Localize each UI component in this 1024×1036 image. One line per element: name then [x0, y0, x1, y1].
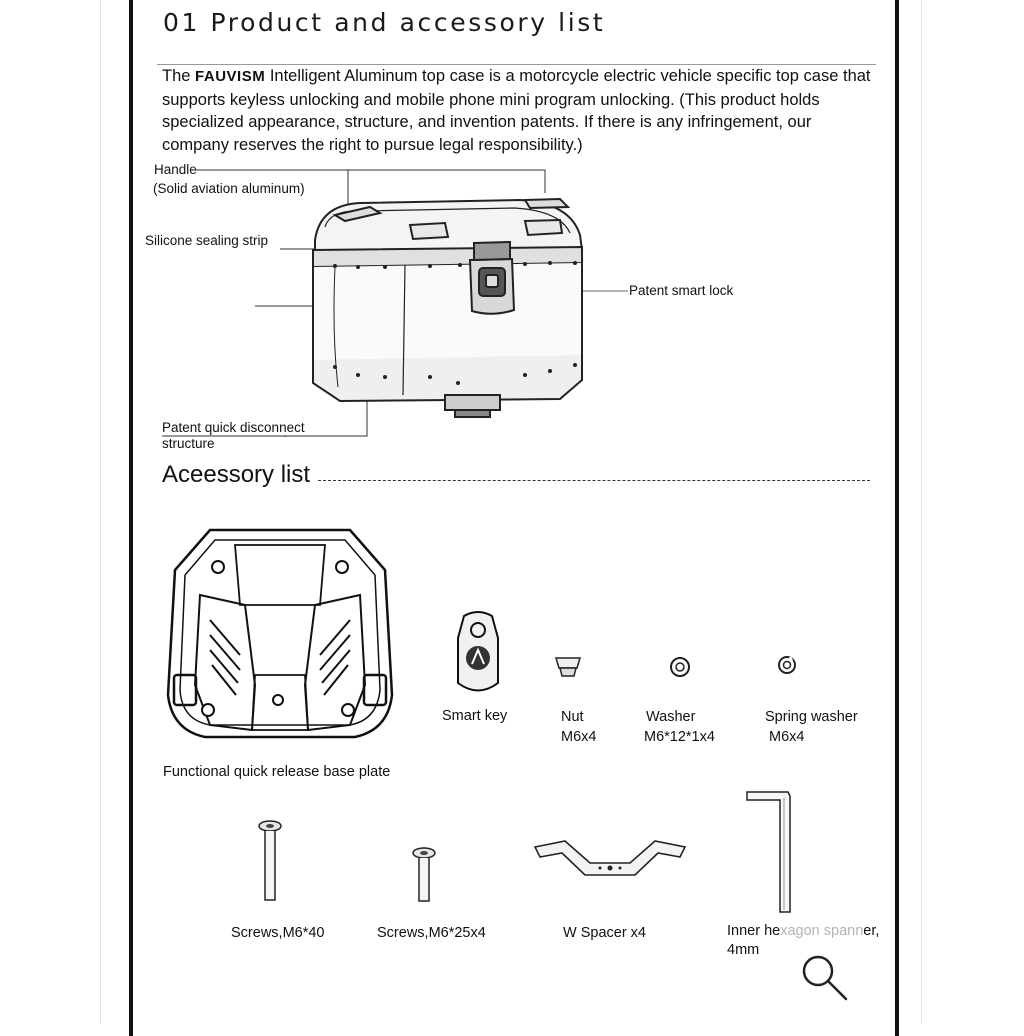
- spring-washer-illustration: [776, 654, 798, 676]
- washer-spec: M6*12*1x4: [644, 729, 715, 745]
- spring-washer-caption: Spring washer: [765, 709, 858, 725]
- nut-spec: M6x4: [561, 729, 597, 745]
- nut-illustration: [553, 654, 583, 680]
- spanner-text-faded: xagon spann: [780, 923, 864, 939]
- washer-illustration: [668, 655, 692, 679]
- top-case-illustration: [130, 155, 890, 455]
- hex-spanner-caption: [727, 922, 879, 941]
- callout-handle-material: (Solid aviation aluminum): [153, 181, 305, 196]
- base-plate-caption: Functional quick release base plate: [163, 764, 391, 780]
- intro-text: Intelligent Aluminum top case is a motorcycle electric vehicle specific top case that supports keyless unlocking and mobile phone mini program unlocking. (This product holds specialized appearance, structure, and invention patents. If there is any infringement, our company reserves the right to pursue legal responsibility.): [162, 67, 871, 154]
- magnifier-icon[interactable]: [797, 950, 851, 1004]
- washer-caption: Washer: [646, 709, 696, 725]
- spanner-text-b: er,: [863, 923, 880, 939]
- spanner-text-a: Inner he: [727, 923, 781, 939]
- viewer-right-edge: [921, 0, 922, 1024]
- intro-prefix: The: [162, 67, 191, 85]
- accessory-list-heading: Aceessory list: [162, 461, 311, 488]
- w-spacer-illustration: [530, 835, 690, 880]
- w-spacer-caption: W Spacer x4: [563, 925, 646, 941]
- callout-quick-disconnect-2: structure: [162, 436, 215, 451]
- callout-sealing-strip: Silicone sealing strip: [145, 233, 269, 248]
- viewer-left-edge: [100, 0, 101, 1024]
- hex-spanner-illustration: [744, 786, 796, 916]
- screws-short-caption: Screws,M6*25x4: [377, 925, 486, 941]
- callout-quick-disconnect: Patent quick disconnect: [162, 420, 305, 435]
- hex-spanner-size: 4mm: [727, 942, 760, 958]
- accessory-heading-divider: [318, 480, 870, 481]
- smart-key-caption: Smart key: [442, 708, 508, 724]
- screws-long-caption: Screws,M6*40: [231, 925, 325, 941]
- screw-long-illustration: [256, 818, 284, 904]
- base-plate-illustration: [160, 525, 400, 745]
- callout-handle: Handle: [154, 162, 197, 177]
- screw-short-illustration: [410, 845, 438, 905]
- brand-name: FAUVISM: [195, 68, 266, 85]
- nut-caption: Nut: [561, 709, 584, 725]
- page-heading: 01 Product and accessory list: [163, 8, 606, 37]
- intro-paragraph: [162, 65, 882, 156]
- spring-washer-spec: M6x4: [769, 729, 805, 745]
- smart-key-illustration: [452, 608, 504, 698]
- callout-smart-lock: Patent smart lock: [629, 283, 734, 298]
